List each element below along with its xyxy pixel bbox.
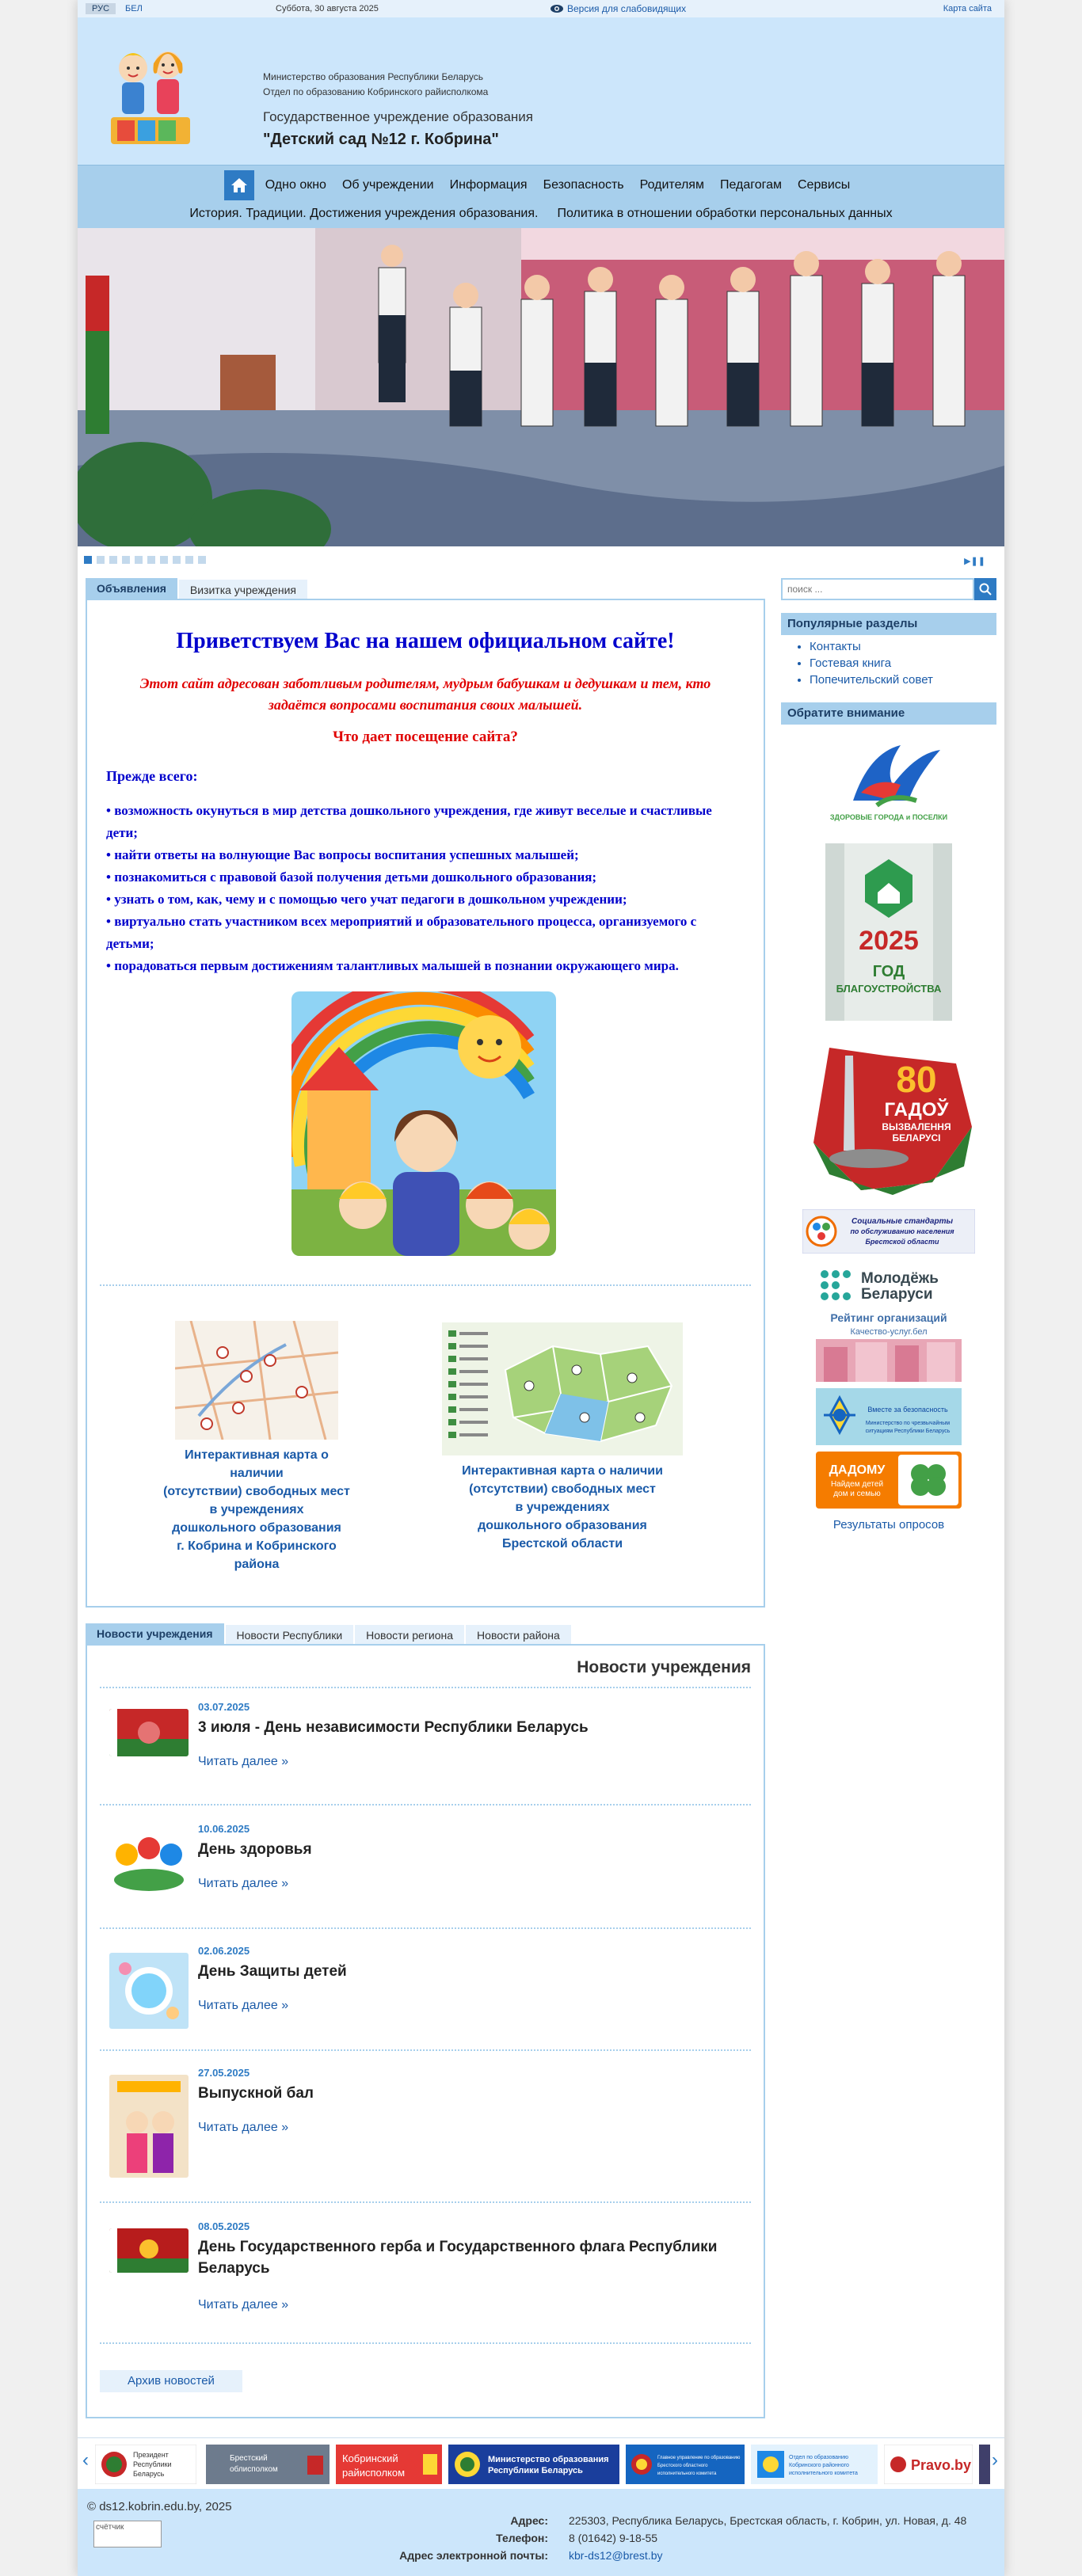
site-header — [78, 17, 1004, 165]
brest-education-line-3: исполнительного комитета — [657, 2471, 717, 2476]
president-line-2: Республики — [133, 2460, 172, 2468]
nav-security[interactable]: Безопасность — [543, 178, 624, 192]
pravo-by-text: Pravo.by — [911, 2457, 972, 2473]
brest-oblispolkom-line-2: облисполком — [230, 2465, 278, 2474]
low-vision-link[interactable] — [550, 3, 686, 14]
banner-mchs-line-1: Вместе за безопасность — [867, 1406, 948, 1414]
map-brest-line: Брестской области — [501, 1537, 623, 1551]
map-brest-line: в учреждениях — [515, 1501, 610, 1514]
home-button[interactable] — [224, 170, 254, 200]
news-thumbnail[interactable] — [109, 1953, 189, 2029]
org-name: "Детский сад №12 г. Кобрина" — [263, 131, 499, 148]
youth-of-belarus-banner[interactable] — [813, 1263, 964, 1307]
phone-label: Телефон: — [496, 2532, 548, 2544]
tab-institution-news[interactable]: Новости учреждения — [86, 1623, 224, 1644]
map-kobrin-line: (отсутствии) свободных мест — [163, 1485, 350, 1498]
kobrin-education-line-3: исполнительного комитета — [789, 2471, 858, 2476]
search-input[interactable] — [781, 578, 974, 600]
banner-80-line-2: ВЫЗВАЛЕННЯ — [882, 1121, 951, 1132]
main-navigation — [78, 165, 1004, 228]
nav-row-1 — [78, 170, 1004, 200]
banner-year-line-1: ГОД — [872, 963, 905, 980]
search-button[interactable] — [974, 578, 996, 600]
counter-text: счётчик — [96, 2523, 124, 2532]
poll-results-link[interactable]: Результаты опросов — [832, 1518, 945, 1532]
popular-sections-heading: Популярные разделы — [781, 613, 996, 635]
banner-social-line-3: Брестской области — [865, 1238, 939, 1246]
family-illustration — [291, 991, 556, 1256]
map-kobrin-line: дошкольного образования — [172, 1521, 341, 1535]
map-brest-link[interactable] — [436, 1322, 689, 1553]
map-kobrin-line: Интерактивная карта о наличии — [185, 1448, 329, 1480]
email-link[interactable]: kbr-ds12@brest.by — [569, 2549, 663, 2562]
banner-dadomu-line-3: дом и семью — [833, 1490, 881, 1498]
lang-ru-button[interactable]: РУС — [86, 3, 116, 14]
chevron-right-icon[interactable]: › — [992, 2449, 998, 2471]
brest-map-thumb — [442, 1322, 683, 1455]
intro-text: Этот сайт адресован заботливым родителям, мудрым бабушкам и дедушкам и тем, кто задаётся вопросами воспитания своих малышей. — [139, 675, 711, 713]
search-box — [781, 578, 996, 600]
news-title[interactable]: День Государственного герба и Государственного флага Республики Беларусь — [198, 2239, 718, 2277]
news-thumbnail[interactable] — [109, 2228, 189, 2273]
nav-privacy-policy[interactable]: Политика в отношении обработки персональных данных — [557, 207, 893, 220]
kobrin-map-thumb — [175, 1321, 338, 1440]
banner-healthy-text: ЗДОРОВЫЕ ГОРОДА и ПОСЕЛКИ — [829, 813, 948, 821]
ministry-line-1: Министерство образования Республики Беларусь — [263, 71, 483, 82]
visitor-counter[interactable] — [93, 2521, 162, 2547]
brest-oblispolkom-banner[interactable] — [206, 2445, 330, 2484]
nav-one-window[interactable]: Одно окно — [265, 178, 326, 192]
play-pause-icon[interactable]: ▶❚❚ — [964, 557, 985, 566]
slide-dot[interactable] — [173, 556, 181, 564]
news-date: 03.07.2025 — [198, 1701, 250, 1713]
benefits-list — [106, 800, 745, 977]
email-label: Адрес электронной почты: — [399, 2549, 548, 2562]
news-item — [100, 2206, 751, 2349]
divider — [100, 1927, 751, 1929]
lang-by-button[interactable]: БЕЛ — [125, 4, 143, 13]
announcements-section — [86, 578, 765, 1608]
kobrin-raiispolkom-banner[interactable] — [336, 2445, 442, 2484]
tab-business-card[interactable]: Визитка учреждения — [179, 580, 307, 599]
tab-district-news[interactable]: Новости района — [466, 1625, 571, 1644]
map-kobrin-line: в учреждениях — [209, 1503, 304, 1516]
top-bar — [78, 0, 1004, 17]
healthy-cities-banner[interactable] — [821, 737, 956, 835]
read-more-link[interactable]: Читать далее » — [198, 2298, 289, 2312]
eye-icon — [550, 4, 564, 13]
address-value: 225303, Республика Беларусь, Брестская область, г. Кобрин, ул. Новая, д. 48 — [569, 2514, 967, 2527]
nav-row-2 — [78, 207, 1004, 221]
page — [78, 0, 1004, 2576]
kobrin-education-line-1: Отдел по образованию — [789, 2455, 849, 2460]
list-item: • возможность окунуться в мир детства дошкольного учреждения, где живут веселые и счастливые дети; — [106, 803, 712, 840]
banner-dadomu-line-1: ДАДОМУ — [829, 1463, 886, 1477]
slide-dot[interactable] — [109, 556, 117, 564]
welcome-heading: Приветствуем Вас на нашем официальном сайте! — [176, 629, 675, 653]
tab-announcements[interactable]: Объявления — [86, 578, 177, 599]
link-guestbook[interactable]: Гостевая книга — [810, 656, 892, 670]
nav-teachers[interactable]: Педагогам — [719, 178, 782, 192]
site-footer — [78, 2489, 1004, 2576]
divider — [100, 2049, 751, 2051]
ministry-education-line-1: Министерство образования — [488, 2455, 609, 2464]
nav-information[interactable]: Информация — [449, 178, 528, 192]
attention-heading: Обратите внимание — [781, 702, 996, 725]
banner-80-line-3: БЕЛАРУСІ — [892, 1132, 941, 1143]
brest-education-department-banner[interactable] — [626, 2445, 745, 2484]
news-title[interactable]: День Защиты детей — [198, 1963, 347, 1980]
news-tabs — [86, 1623, 765, 1644]
org-type: Государственное учреждение образования — [263, 109, 534, 124]
banner-youth-line-1: Молодёжь — [861, 1270, 939, 1287]
read-more-link[interactable]: Читать далее » — [198, 2121, 289, 2134]
slide-dot[interactable] — [147, 556, 155, 564]
slide-photo — [78, 228, 1004, 546]
divider — [100, 2201, 751, 2203]
slide-dot[interactable] — [135, 556, 143, 564]
banner-year-number: 2025 — [859, 926, 919, 956]
news-item — [100, 1931, 751, 2049]
ministry-of-education-banner[interactable] — [448, 2445, 619, 2484]
kindergarten-logo[interactable] — [106, 41, 195, 152]
news-item — [100, 1687, 751, 1805]
news-panel — [86, 1644, 765, 2418]
banner-year-line-2: БЛАГОУСТРОЙСТВА — [836, 983, 942, 995]
kobrin-raiispolkom-line-2: райисполком — [342, 2467, 406, 2479]
kobrin-education-line-2: Кобринского районного — [789, 2463, 849, 2468]
slide-dot[interactable] — [122, 556, 130, 564]
divider — [100, 1284, 751, 1286]
list-item: • узнать о том, как, чему и с помощью чего учат педагоги в дошкольном учреждении; — [106, 892, 627, 907]
brest-education-line-1: Главное управление по образованию — [657, 2456, 741, 2460]
firstly-label: Прежде всего: — [106, 768, 198, 784]
search-icon — [979, 583, 992, 595]
news-thumbnail[interactable] — [109, 1831, 189, 1894]
president-banner[interactable] — [95, 2445, 196, 2484]
slide-dot[interactable] — [97, 556, 105, 564]
brest-education-line-2: Брестского областного — [657, 2464, 708, 2468]
news-archive-button[interactable]: Архив новостей — [100, 2370, 242, 2392]
news-heading: Новости учреждения — [577, 1658, 751, 1676]
announcements-panel — [86, 599, 765, 1608]
banner-dadomu-line-2: Найдем детей — [830, 1480, 884, 1489]
year-of-improvement-banner[interactable] — [825, 843, 952, 1021]
news-thumbnail[interactable] — [109, 2075, 189, 2178]
address-label: Адрес: — [510, 2514, 548, 2527]
news-thumbnail[interactable] — [109, 1709, 189, 1756]
nav-about[interactable]: Об учреждении — [341, 178, 434, 192]
president-line-1: Президент — [133, 2451, 169, 2459]
tab-region-news[interactable]: Новости региона — [355, 1625, 464, 1644]
partner-links-carousel — [78, 2437, 1004, 2485]
news-date: 08.05.2025 — [198, 2220, 250, 2232]
slide-dot[interactable] — [198, 556, 206, 564]
nav-services[interactable]: Сервисы — [798, 178, 851, 192]
map-brest-line: дошкольного образования — [478, 1519, 647, 1532]
mchs-safety-banner[interactable] — [816, 1388, 962, 1445]
slide-dot[interactable] — [160, 556, 168, 564]
current-date: Суббота, 30 августа 2025 — [276, 4, 379, 13]
what-heading: Что дает посещение сайта? — [333, 729, 518, 745]
read-more-link[interactable]: Читать далее » — [198, 1755, 289, 1768]
dadomu-banner[interactable] — [816, 1452, 962, 1509]
news-date: 02.06.2025 — [198, 1945, 250, 1957]
news-title[interactable]: Выпускной бал — [198, 2085, 314, 2102]
organization-rating-banner[interactable] — [816, 1311, 962, 1382]
news-title[interactable]: 3 июля - День независимости Республики Беларусь — [198, 1719, 589, 1736]
main-tabs — [86, 578, 765, 599]
banner-social-line-1: Социальные стандарты — [852, 1217, 953, 1226]
low-vision-label: Версия для слабовидящих — [567, 3, 687, 14]
brest-oblispolkom-line-1: Брестский — [230, 2454, 268, 2463]
carousel-next-banner-edge[interactable] — [979, 2445, 990, 2484]
map-kobrin-link[interactable] — [162, 1321, 352, 1573]
banner-rating-line-2: Качество-услуг.бел — [850, 1327, 928, 1337]
banner-mchs-line-3: ситуациям Республики Беларусь — [865, 1429, 951, 1434]
map-brest-line: Интерактивная карта о наличии — [462, 1464, 663, 1478]
news-section — [86, 1623, 765, 2418]
banner-youth-line-2: Беларуси — [861, 1286, 933, 1303]
tab-republic-news[interactable]: Новости Республики — [226, 1625, 354, 1644]
home-icon — [230, 177, 248, 193]
list-item: • найти ответы на волнующие Вас вопросы воспитания успешных малышей; — [106, 847, 579, 862]
social-standards-banner[interactable] — [802, 1209, 975, 1254]
chevron-left-icon[interactable]: ‹ — [82, 2449, 89, 2471]
read-more-link[interactable]: Читать далее » — [198, 1877, 289, 1890]
link-contacts[interactable]: Контакты — [810, 640, 861, 653]
pravo-by-banner[interactable] — [884, 2445, 973, 2484]
sidebar — [781, 578, 996, 1532]
ministry-education-line-2: Республики Беларусь — [488, 2466, 583, 2475]
list-item: • познакомиться с правовой базой получения детьми дошкольного образования; — [106, 869, 597, 885]
list-item: • виртуально стать участником всех мероприятий и образовательного процесса, организуемого с детьми; — [106, 914, 697, 951]
news-date: 27.05.2025 — [198, 2067, 250, 2079]
sitemap-link[interactable]: Карта сайта — [943, 4, 992, 13]
banner-mchs-line-2: Министерство по чрезвычайным — [865, 1421, 951, 1426]
list-item: • порадоваться первым достижениям талантливых малышей в познании окружающего мира. — [106, 958, 679, 973]
link-board-of-trustees[interactable]: Попечительский совет — [810, 673, 933, 687]
liberation-80-banner[interactable] — [798, 1032, 980, 1198]
ministry-line-2: Отдел по образованию Кобринского райисполкома — [263, 86, 489, 97]
popular-sections-list — [781, 635, 996, 688]
language-switcher — [86, 3, 149, 14]
slider-pagination — [78, 546, 1004, 570]
kobrin-education-department-banner[interactable] — [751, 2445, 878, 2484]
news-item — [100, 1809, 751, 1927]
nav-history[interactable]: История. Традиции. Достижения учреждения образования. — [189, 207, 539, 220]
phone-value: 8 (01642) 9-18-55 — [569, 2532, 658, 2544]
divider — [100, 1804, 751, 1805]
slide-dot[interactable] — [84, 556, 92, 564]
banner-rating-line-1: Рейтинг организаций — [830, 1311, 947, 1324]
news-title[interactable]: День здоровья — [198, 1841, 312, 1858]
banner-social-line-2: по обслуживанию населения — [850, 1227, 954, 1235]
nav-parents[interactable]: Родителям — [639, 178, 704, 192]
president-line-3: Беларусь — [133, 2470, 165, 2478]
ministry-text — [263, 70, 488, 100]
photo-slider[interactable] — [78, 228, 1004, 546]
map-kobrin-line: г. Кобрина и Кобринского района — [177, 1539, 337, 1571]
divider — [100, 2342, 751, 2344]
news-date: 10.06.2025 — [198, 1823, 250, 1835]
copyright: © ds12.kobrin.edu.by, 2025 — [87, 2500, 232, 2513]
map-brest-line: (отсутствии) свободных мест — [469, 1482, 656, 1496]
news-item — [100, 2053, 751, 2203]
kobrin-raiispolkom-line-1: Кобринский — [342, 2452, 398, 2464]
slide-dot[interactable] — [185, 556, 193, 564]
banner-80-number: 80 — [896, 1059, 937, 1100]
read-more-link[interactable]: Читать далее » — [198, 1999, 289, 2012]
banner-80-line-1: ГАДОЎ — [884, 1099, 949, 1121]
